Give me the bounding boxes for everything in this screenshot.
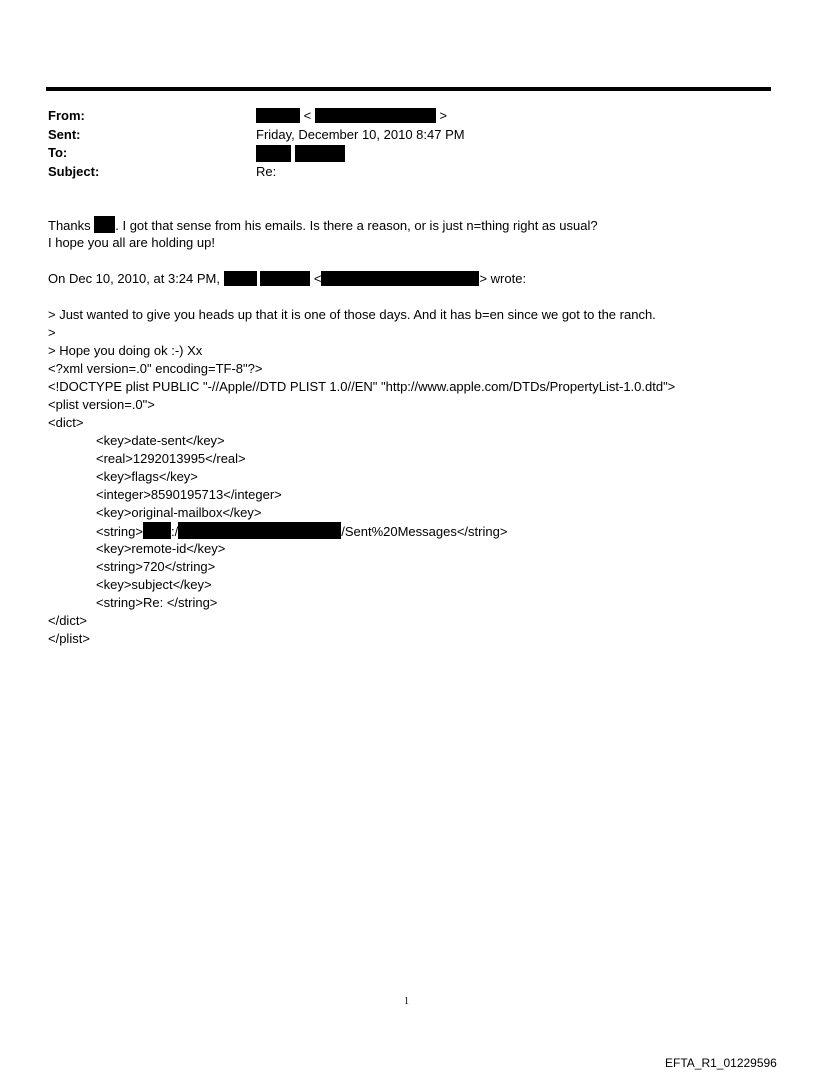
- quoted-line: >: [48, 325, 56, 340]
- redaction-box: [224, 271, 257, 286]
- text-segment: <string>: [96, 524, 143, 539]
- quote-header: [48, 270, 526, 287]
- sent-value: Friday, December 10, 2010 8:47 PM: [256, 127, 465, 142]
- text-segment: > wrote:: [479, 271, 527, 286]
- sent-label: Sent:: [48, 127, 81, 142]
- header-rule: [46, 87, 771, 91]
- plist-line: <key>original-mailbox</key>: [96, 505, 262, 520]
- redaction-box: [260, 271, 310, 286]
- text-segment: On Dec 10, 2010, at 3:24 PM,: [48, 271, 224, 286]
- redaction-box: [256, 145, 291, 162]
- plist-line: <string>Re: </string>: [96, 595, 218, 610]
- message-line: I hope you all are holding up!: [48, 235, 215, 250]
- plist-line: <?xml version=.0" encoding=TF-8"?>: [48, 361, 263, 376]
- quoted-line: > Hope you doing ok :-) Xx: [48, 343, 203, 358]
- text-segment: /Sent%20Messages</string>: [341, 524, 508, 539]
- plist-line: <key>date-sent</key>: [96, 433, 225, 448]
- bates-number: EFTA_R1_01229596: [665, 1056, 777, 1070]
- text-segment: . I got that sense from his emails. Is there a reason, or is just n=thing right as usual?: [115, 218, 598, 233]
- redaction-box: [295, 145, 345, 162]
- from-value: [256, 108, 447, 124]
- plist-line: <integer>8590195713</integer>: [96, 487, 282, 502]
- page-number: 1: [404, 996, 409, 1007]
- plist-line: </plist>: [48, 631, 90, 646]
- redaction-box: [256, 108, 300, 123]
- subject-label: Subject:: [48, 164, 100, 179]
- redaction-box: [178, 522, 341, 539]
- plist-line: <dict>: [48, 415, 84, 430]
- quoted-line: > Just wanted to give you heads up that it is one of those days. And it has b=en since we got to the ranch.: [48, 307, 656, 322]
- text-segment: :/: [170, 524, 179, 539]
- plist-line: <!DOCTYPE plist PUBLIC "-//Apple//DTD PLIST 1.0//EN" "http://www.apple.com/DTDs/PropertyList-1.0.dtd">: [48, 379, 676, 394]
- subject-value: Re:: [256, 164, 277, 179]
- redaction-box: [143, 522, 171, 539]
- from-lt: <: [303, 108, 312, 123]
- to-label: To:: [48, 145, 68, 160]
- plist-line: <key>remote-id</key>: [96, 541, 226, 556]
- message-line: [48, 216, 598, 234]
- redaction-box: [321, 271, 479, 286]
- from-label: From:: [48, 108, 85, 123]
- to-value: [256, 145, 345, 163]
- plist-line: [96, 522, 507, 540]
- redaction-box: [315, 108, 436, 123]
- plist-line: <real>1292013995</real>: [96, 451, 246, 466]
- plist-line: <string>720</string>: [96, 559, 216, 574]
- text-segment: Thanks: [48, 218, 95, 233]
- plist-line: <key>subject</key>: [96, 577, 212, 592]
- redaction-box: [94, 216, 115, 233]
- text-segment: <: [313, 271, 322, 286]
- plist-line: <plist version=.0">: [48, 397, 155, 412]
- plist-line: </dict>: [48, 613, 88, 628]
- plist-line: <key>flags</key>: [96, 469, 198, 484]
- from-gt: >: [439, 108, 448, 123]
